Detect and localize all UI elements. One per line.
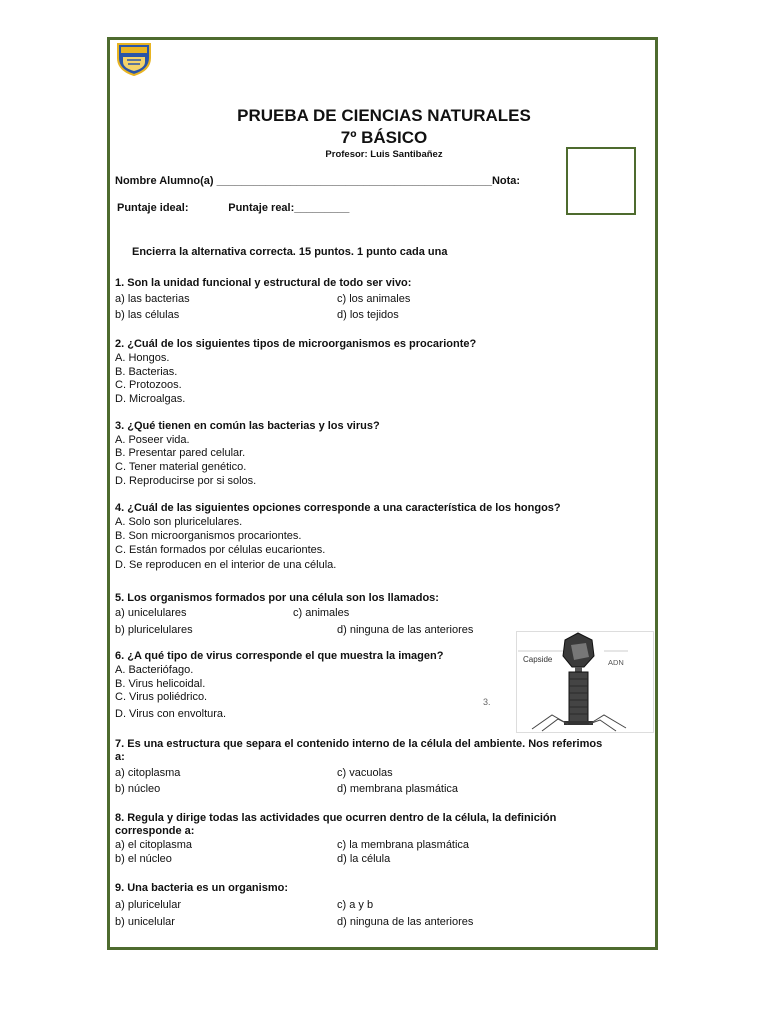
q3-option-d: D. Reproducirse por si solos. (115, 475, 257, 487)
q2-option-c: C. Protozoos. (115, 379, 182, 391)
q1-option-a: a) las bacterias (115, 293, 190, 305)
question-2: 2. ¿Cuál de los siguientes tipos de microorganismos es procarionte? (115, 338, 477, 350)
q5-option-c: c) animales (293, 607, 350, 619)
instructions: Encierra la alternativa correcta. 15 puntos. 1 punto cada una (132, 246, 448, 258)
grade-box (566, 147, 636, 215)
teacher-name: Profesor: Luis Santibañez (325, 149, 443, 160)
q1-option-b: b) las células (115, 309, 180, 321)
capsid-label: Capside (523, 655, 553, 664)
school-logo-icon (115, 40, 153, 76)
question-7-line-1: 7. Es una estructura que separa el contenido interno de la célula del ambiente. Nos referimos (115, 738, 603, 750)
question-3: 3. ¿Qué tienen en común las bacterias y los virus? (115, 420, 380, 432)
stray-mark: 3. (483, 697, 491, 707)
q6-option-b: B. Virus helicoidal. (115, 678, 206, 690)
q7-option-d: d) membrana plasmática (337, 783, 459, 795)
student-name-line: Nombre Alumno(a) _____________________________________________Nota: (115, 175, 521, 187)
q7-option-c: c) vacuolas (337, 767, 393, 779)
q3-option-a: A. Poseer vida. (115, 434, 190, 446)
q1-option-c: c) los animales (337, 293, 411, 305)
bacteriophage-image (516, 631, 654, 733)
q9-option-d: d) ninguna de las anteriores (337, 916, 474, 928)
q8-option-d: d) la célula (337, 853, 391, 865)
question-1: 1. Son la unidad funcional y estructural de todo ser vivo: (115, 277, 412, 289)
q9-option-a: a) pluricelular (115, 899, 182, 911)
q1-option-d: d) los tejidos (337, 309, 399, 321)
q6-option-a: A. Bacteriófago. (115, 664, 194, 676)
question-8-line-1: 8. Regula y dirige todas las actividades que ocurren dentro de la célula, la definición (115, 812, 557, 824)
q5-option-d: d) ninguna de las anteriores (337, 624, 474, 636)
q8-option-a: a) el citoplasma (115, 839, 193, 851)
score-line: Puntaje ideal: Puntaje real:_________ (117, 202, 350, 214)
q9-option-c: c) a y b (337, 899, 374, 911)
dna-label: ADN (608, 658, 624, 667)
q2-option-b: B. Bacterias. (115, 366, 178, 378)
q8-option-c: c) la membrana plasmática (337, 839, 470, 851)
question-7-line-2: a: (115, 751, 125, 763)
q5-option-b: b) pluricelulares (115, 624, 193, 636)
q2-option-d: D. Microalgas. (115, 393, 186, 405)
q4-option-b: B. Son microorganismos procariontes. (115, 530, 302, 542)
q7-option-b: b) núcleo (115, 783, 161, 795)
q3-option-b: B. Presentar pared celular. (115, 447, 246, 459)
question-4: 4. ¿Cuál de las siguientes opciones corresponde a una característica de los hongos? (115, 502, 561, 514)
q2-option-a: A. Hongos. (115, 352, 170, 364)
q4-option-a: A. Solo son pluricelulares. (115, 516, 243, 528)
question-6: 6. ¿A qué tipo de virus corresponde el que muestra la imagen? (115, 650, 444, 662)
q9-option-b: b) unicelular (115, 916, 175, 928)
question-8-line-2: corresponde a: (115, 825, 195, 837)
q4-option-d: D. Se reproducen en el interior de una célula. (115, 559, 337, 571)
q6-option-c: C. Virus poliédrico. (115, 691, 208, 703)
q5-option-a: a) unicelulares (115, 607, 187, 619)
q7-option-a: a) citoplasma (115, 767, 181, 779)
q3-option-c: C. Tener material genético. (115, 461, 247, 473)
exam-grade: 7º BÁSICO (340, 128, 428, 147)
question-9: 9. Una bacteria es un organismo: (115, 882, 288, 894)
q8-option-b: b) el núcleo (115, 853, 172, 865)
q4-option-c: C. Están formados por células eucariontes. (115, 544, 326, 556)
question-5: 5. Los organismos formados por una célula son los llamados: (115, 592, 439, 604)
exam-title: PRUEBA DE CIENCIAS NATURALES (237, 106, 531, 125)
q6-option-d: D. Virus con envoltura. (115, 708, 227, 720)
